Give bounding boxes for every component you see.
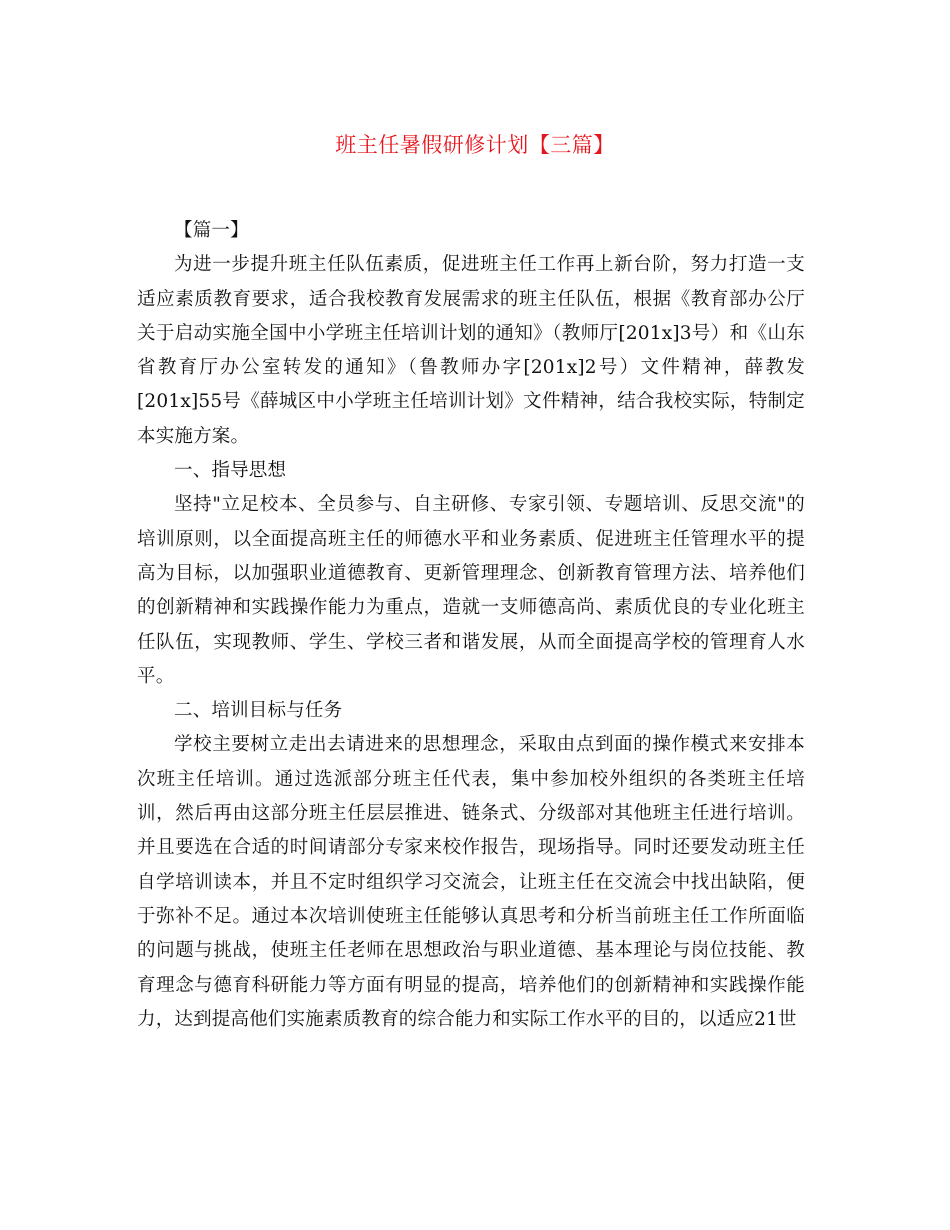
document-body xyxy=(137,214,805,1037)
document-title: 班主任暑假研修计划【三篇】 xyxy=(335,133,615,157)
section-heading-guiding-ideology: 一、指导思想 xyxy=(174,460,287,482)
paragraph-goals-tasks: 学校主要树立走出去请进来的思想理念，采取由点到面的操作模式来安排本次班主任培训。通过选派部分班主任代表，集中参加校外组织的各类班主任培训，然后再由这部分班主任层层推进、链条式、分级部对其他班主任进行培训。并且要选在合适的时间请部分专家来校作报告，现场指导。同时还要发动班主任自学培训读本，并且不定时组织学习交流会，让班主任在交流会中找出缺陷，便于弥补不足。通过本次培训使班主任能够认真思考和分析当前班主任工作所面临的问题与挑战，使班主任老师在思想政治与职业道德、基本理论与岗位技能、教育理念与德育科研能力等方面有明显的提高，培养他们的创新精神和实践操作能力，达到提高他们实施素质教育的综合能力和实际工作水平的目的，以适应21世 xyxy=(137,734,805,1030)
section-heading-goals-tasks: 二、培训目标与任务 xyxy=(174,700,343,722)
section-heading-part-one: 【篇一】 xyxy=(174,220,249,241)
paragraph-intro: 为进一步提升班主任队伍素质，促进班主任工作再上新台阶，努力打造一支适应素质教育要求，适合我校教育发展需求的班主任队伍，根据《教育部办公厅关于启动实施全国中小学班主任培训计划的通知》（教师厅[201x]3号）和《山东省教育厅办公室转发的通知》（鲁教师办字[201x]2号）文件精神，薛教发[201x]55号《薛城区中小学班主任培训计划》文件精神，结合我校实际，特制定本实施方案。 xyxy=(137,254,805,447)
paragraph-guiding-ideology: 坚持"立足校本、全员参与、自主研修、专家引领、专题培训、反思交流"的培训原则，以全面提高班主任的师德水平和业务素质、促进班主任管理水平的提高为目标，以加强职业道德教育、更新管理理念、创新教育管理方法、培养他们的创新精神和实践操作能力为重点，造就一支师德高尚、素质优良的专业化班主任队伍，实现教师、学生、学校三者和谐发展，从而全面提高学校的管理育人水平。 xyxy=(137,494,805,687)
